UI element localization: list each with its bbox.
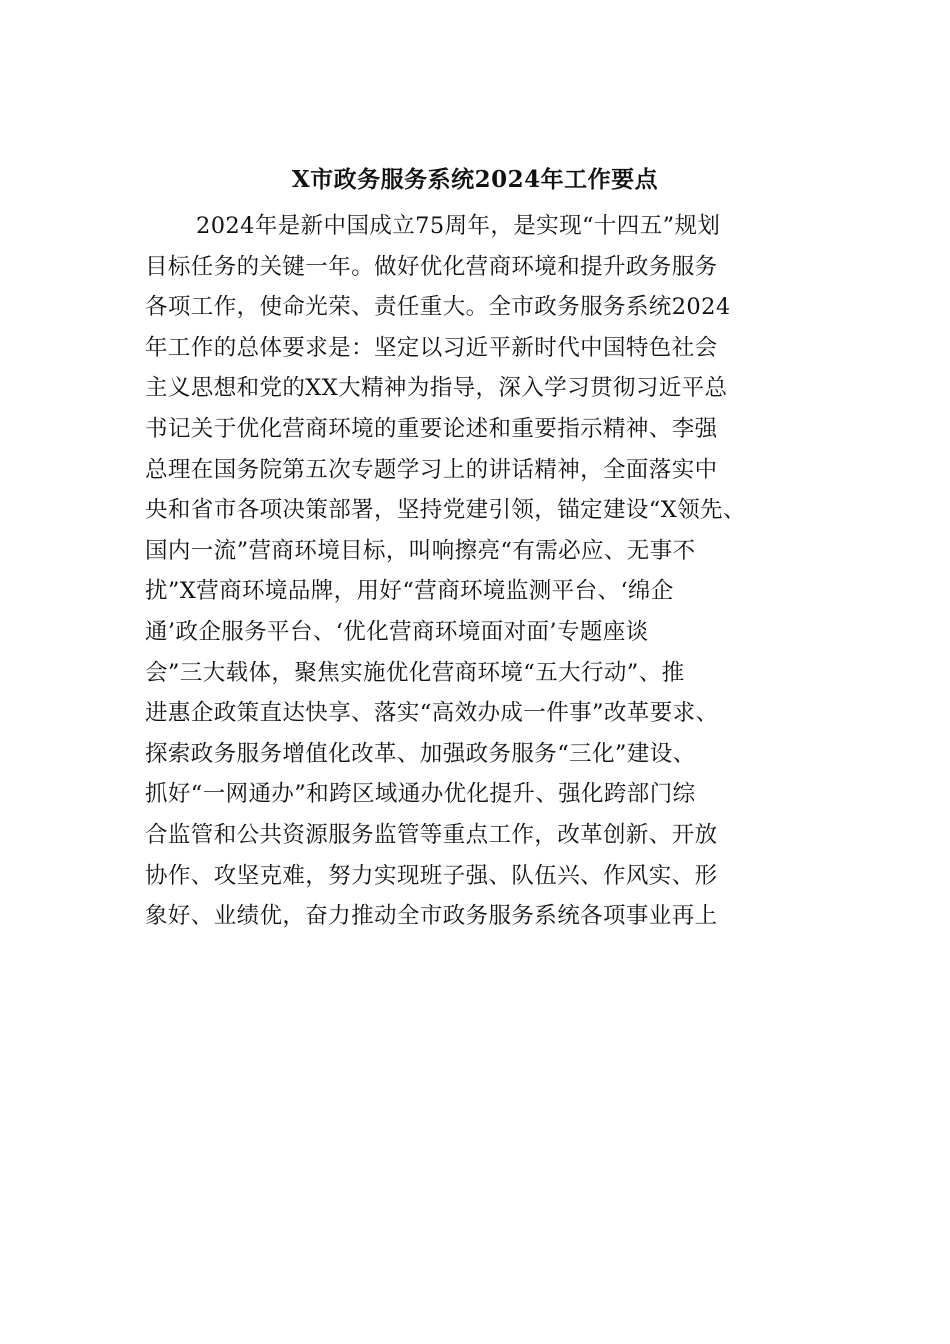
document-title: X市政务服务系统2024年工作要点 [291, 166, 659, 193]
body-line: 会”三大载体，聚焦实施优化营商环境“五大行动”、推 [145, 659, 685, 686]
body-line: 进惠企政策直达快享、落实“高效办成一件事”改革要求、 [145, 700, 719, 727]
body-line: 通’政企服务平台、‘优化营商环境面对面’专题座谈 [145, 618, 649, 645]
body-line: 央和省市各项决策部署，坚持党建引领，锚定建设“X领先、 [145, 497, 746, 524]
document-body [145, 206, 825, 937]
body-line: 探索政务服务增值化改革、加强政务服务“三化”建设、 [145, 740, 696, 767]
body-line: 抓好“一网通办”和跨区域通办优化提升、强化跨部门综 [145, 781, 696, 808]
body-line: 国内一流”营商环境目标，叫响擦亮“有需必应、无事不 [145, 537, 696, 564]
body-line: 目标任务的关键一年。做好优化营商环境和提升政务服务 [145, 253, 718, 280]
body-line: 协作、攻坚克难，努力实现班子强、队伍兴、作风实、形 [145, 862, 718, 889]
body-line: 各项工作，使命光荣、责任重大。全市政务服务系统2024 [145, 294, 731, 321]
body-line: 合监管和公共资源服务监管等重点工作，改革创新、开放 [145, 821, 718, 848]
body-line: 扰”X营商环境品牌，用好“营商环境监测平台、‘绵企 [145, 578, 674, 605]
body-line: 年工作的总体要求是：坚定以习近平新时代中国特色社会 [145, 334, 718, 361]
body-line: 象好、业绩优，奋力推动全市政务服务系统各项事业再上 [145, 903, 718, 930]
body-line: 书记关于优化营商环境的重要论述和重要指示精神、李强 [145, 415, 718, 442]
body-line: 2024年是新中国成立75周年，是实现“十四五”规划 [196, 213, 721, 239]
body-line: 总理在国务院第五次专题学习上的讲话精神，全面落实中 [145, 456, 718, 483]
body-line: 主义思想和党的XX大精神为指导，深入学习贯彻习近平总 [145, 375, 728, 402]
